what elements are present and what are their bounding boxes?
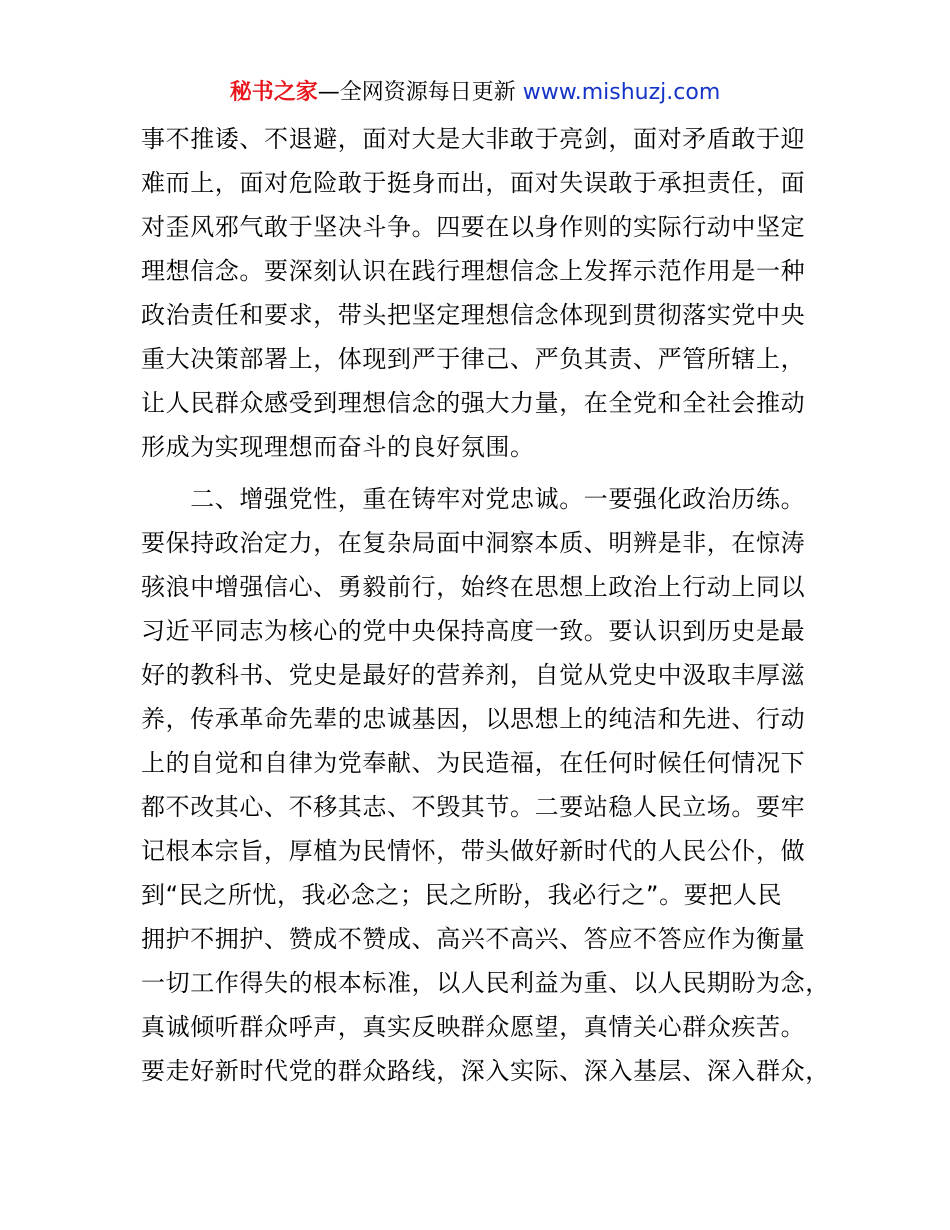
site-tagline: —全网资源每日更新: [317, 80, 523, 105]
text-line: 形成为实现理想而奋斗的良好氛围。: [141, 433, 535, 461]
text-line: 习近平同志为核心的党中央保持高度一致。要认识到历史是最: [141, 617, 806, 645]
text-line: 好的教科书、党史是最好的营养剂，自觉从党史中汲取丰厚滋: [141, 661, 806, 689]
text-line: 记根本宗旨，厚植为民情怀，带头做好新时代的人民公仆，做: [141, 837, 806, 865]
text-line: 难而上，面对危险敢于挺身而出，面对失误敢于承担责任，面: [141, 169, 806, 197]
text-line: 对歪风邪气敢于坚决斗争。四要在以身作则的实际行动中坚定: [141, 213, 806, 241]
text-line: 要走好新时代党的群众路线，深入实际、深入基层、深入群众，: [141, 1057, 830, 1085]
text-line: 到“民之所忧，我必念之；民之所盼，我必行之”。要把人民: [141, 881, 783, 909]
text-line: 重大决策部署上，体现到严于律己、严负其责、严管所辖上，: [141, 345, 806, 373]
text-line: 都不改其心、不移其志、不毁其节。二要站稳人民立场。要牢: [141, 793, 806, 821]
paragraph-spacer: [141, 469, 821, 477]
text-line: 政治责任和要求，带头把坚定理想信念体现到贯彻落实党中央: [141, 301, 806, 329]
text-line: 让人民群众感受到理想信念的强大力量，在全党和全社会推动: [141, 389, 806, 417]
text-line: 理想信念。要深刻认识在践行理想信念上发挥示范作用是一种: [141, 257, 806, 285]
text-line: 事不推诿、不退避，面对大是大非敢于亮剑，面对矛盾敢于迎: [141, 125, 806, 153]
site-brand: 秘书之家: [229, 80, 318, 105]
paragraph-1: [141, 117, 821, 469]
page-header: [0, 78, 950, 108]
text-line: 二、增强党性，重在铸牢对党忠诚。一要强化政治历练。: [141, 485, 806, 513]
paragraph-2: [141, 477, 830, 1093]
text-line: 养，传承革命先辈的忠诚基因，以思想上的纯洁和先进、行动: [141, 705, 806, 733]
document-body: [141, 117, 830, 1093]
text-line: 要保持政治定力，在复杂局面中洞察本质、明辨是非，在惊涛: [141, 529, 806, 557]
text-line: 真诚倾听群众呼声，真实反映群众愿望，真情关心群众疾苦。: [141, 1013, 806, 1041]
text-line: 一切工作得失的根本标准，以人民利益为重、以人民期盼为念，: [141, 969, 830, 997]
text-line: 上的自觉和自律为党奉献、为民造福，在任何时候任何情况下: [141, 749, 806, 777]
site-url-link[interactable]: www.mishuzj.com: [522, 80, 721, 105]
text-line: 骇浪中增强信心、勇毅前行，始终在思想上政治上行动上同以: [141, 573, 806, 601]
text-line: 拥护不拥护、赞成不赞成、高兴不高兴、答应不答应作为衡量: [141, 925, 806, 953]
